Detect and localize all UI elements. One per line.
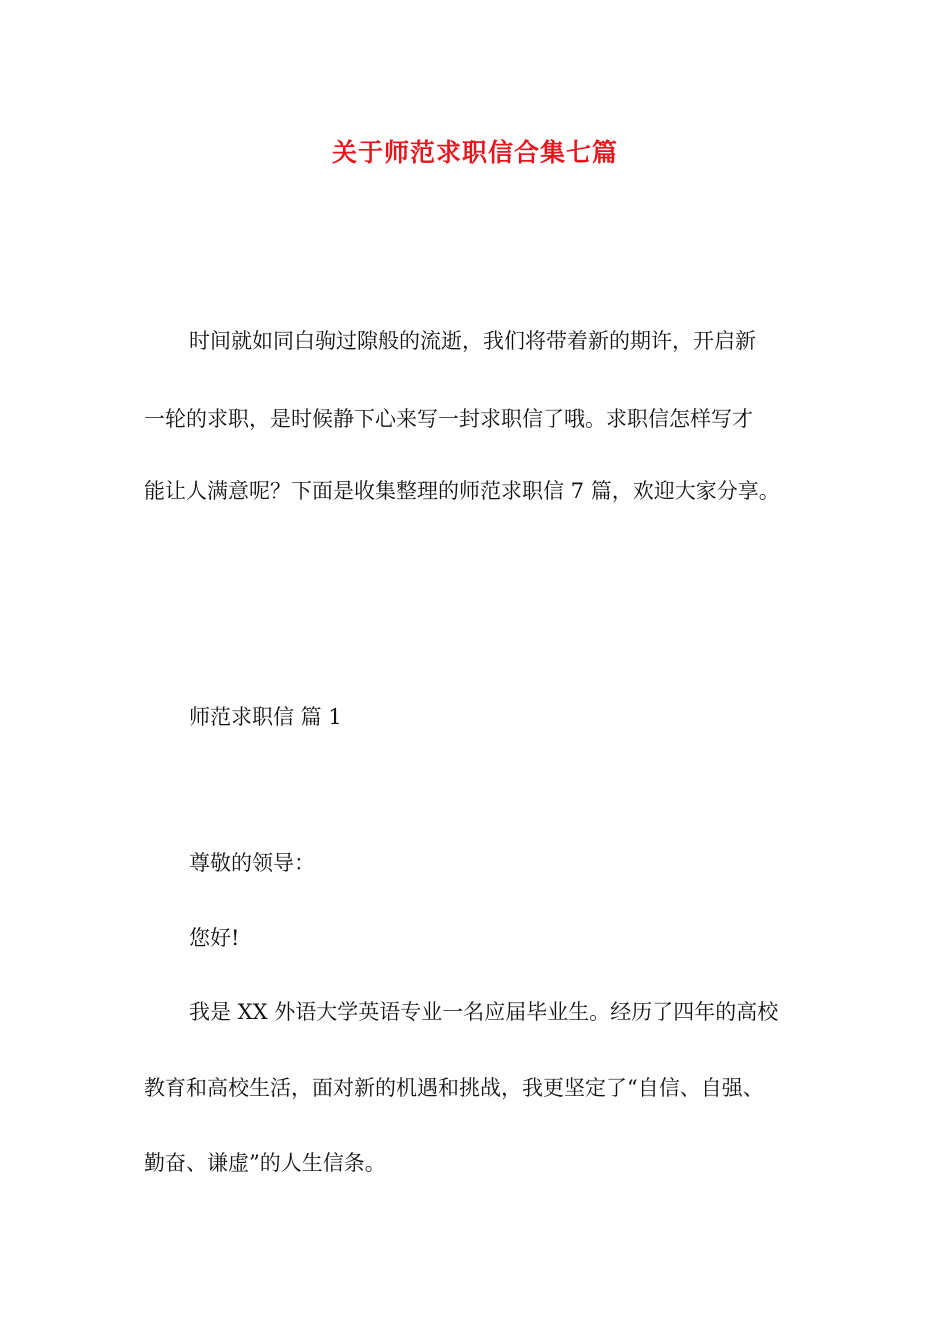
document-title: 关于师范求职信合集七篇 xyxy=(331,138,618,167)
body-line-3: 勤奋、谦虚”的人生信条。 xyxy=(144,1151,386,1175)
section-heading: 师范求职信 篇 1 xyxy=(189,705,342,729)
intro-line-1: 时间就如同白驹过隙般的流逝，我们将带着新的期许，开启新 xyxy=(189,329,756,353)
body-line-2: 教育和高校生活，面对新的机遇和挑战，我更坚定了“自信、自强、 xyxy=(144,1076,764,1100)
salutation: 尊敬的领导： xyxy=(189,851,315,875)
body-line-1: 我是 XX 外语大学英语专业一名应届毕业生。经历了四年的高校 xyxy=(189,1000,779,1024)
greeting: 您好! xyxy=(189,926,240,950)
intro-line-2: 一轮的求职，是时候静下心来写一封求职信了哦。求职信怎样写才 xyxy=(144,407,753,431)
intro-line-3: 能让人满意呢？下面是收集整理的师范求职信 7 篇，欢迎大家分享。 xyxy=(144,479,780,503)
